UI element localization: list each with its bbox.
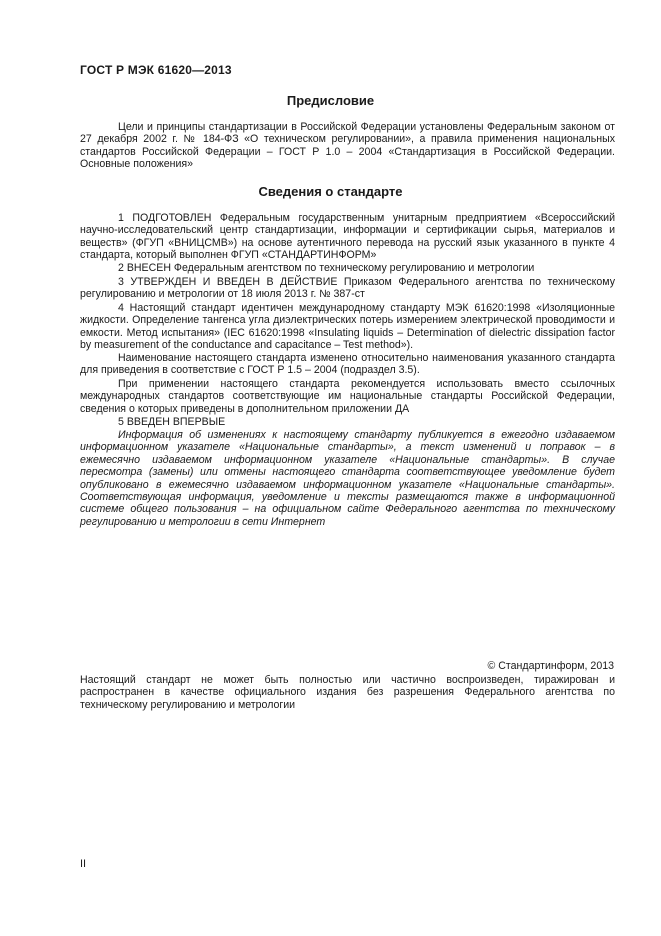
info-paragraph-6: При применении настоящего стандарта рекомендуется использовать вместо ссылочных международных стандартов соответствующие им национальные стандарты Российской Федерации, сведения о которых приведены в дополнительном приложении ДА	[80, 378, 615, 415]
info-paragraph-7: 5 ВВЕДЕН ВПЕРВЫЕ	[118, 416, 226, 428]
info-paragraph-8: Информация об изменениях к настоящему стандарту публикуется в ежегодно издаваемом информационном указателе «Национальные стандарты», а текст изменений и поправок – в ежемесячно издаваемом информационном указателе «Национальные стандарты». В случае пересмотра (замены) или отмены настоящего стандарта соответствующее уведомление будет опубликовано в ежемесячно издаваемом информационном указателе «Национальные стандарты». Соответствующая информация, уведомление и тексты размещаются также в информационной системе общего пользования – на официальном сайте Федерального агентства по техническому регулированию и метрологии в сети Интернет	[80, 429, 615, 528]
info-paragraph-4: 4 Настоящий стандарт идентичен международному стандарту МЭК 61620:1998 «Изоляционные жидкости. Определение тангенса угла диэлектрических потерь измерением электрической проводимости и емкости. Метод испытания» (IEC 61620:1998 «Insulating liquids – Determination of dielectric dissipation factor by measurement of the conductance and capacitance – Test method»).	[80, 302, 615, 352]
standard-info-title: Сведения о стандарте	[258, 184, 403, 199]
document-header: ГОСТ Р МЭК 61620—2013	[80, 63, 232, 77]
foreword-text: Цели и принципы стандартизации в Российской Федерации установлены Федеральным законом от 27 декабря 2002 г. № 184-ФЗ «О техническом регулировании», а правила применения национальных стандартов Российской Федерации – ГОСТ Р 1.0 – 2004 «Стандартизация в Российской Федерации. Основные положения»	[80, 121, 615, 171]
page-number: II	[80, 858, 87, 870]
reproduction-notice: Настоящий стандарт не может быть полностью или частично воспроизведен, тиражирован и распространен в качестве официального издания без разрешения Федерального агентства по техническому регулированию и метрологии	[80, 674, 615, 711]
copyright-line: © Стандартинформ, 2013	[487, 660, 614, 672]
info-paragraph-2: 2 ВНЕСЕН Федеральным агентством по техническому регулированию и метрологии	[118, 262, 535, 274]
info-paragraph-1: 1 ПОДГОТОВЛЕН Федеральным государственным унитарным предприятием «Всероссийский научно-исследовательский центр стандартизации, информации и сертификации сырья, материалов и веществ» (ФГУП «ВНИЦСМВ») на основе аутентичного перевода на русский язык указанного в пункте 4 стандарта, который выполнен ФГУП «СТАНДАРТИНФОРМ»	[80, 212, 615, 262]
info-paragraph-3: 3 УТВЕРЖДЕН И ВВЕДЕН В ДЕЙСТВИЕ Приказом Федерального агентства по техническому регулированию и метрологии от 18 июля 2013 г. № 387-ст	[80, 276, 615, 301]
info-paragraph-5: Наименование настоящего стандарта изменено относительно наименования указанного стандарта для приведения в соответствие с ГОСТ Р 1.5 – 2004 (подраздел 3.5).	[80, 352, 615, 377]
foreword-title: Предисловие	[286, 93, 375, 108]
